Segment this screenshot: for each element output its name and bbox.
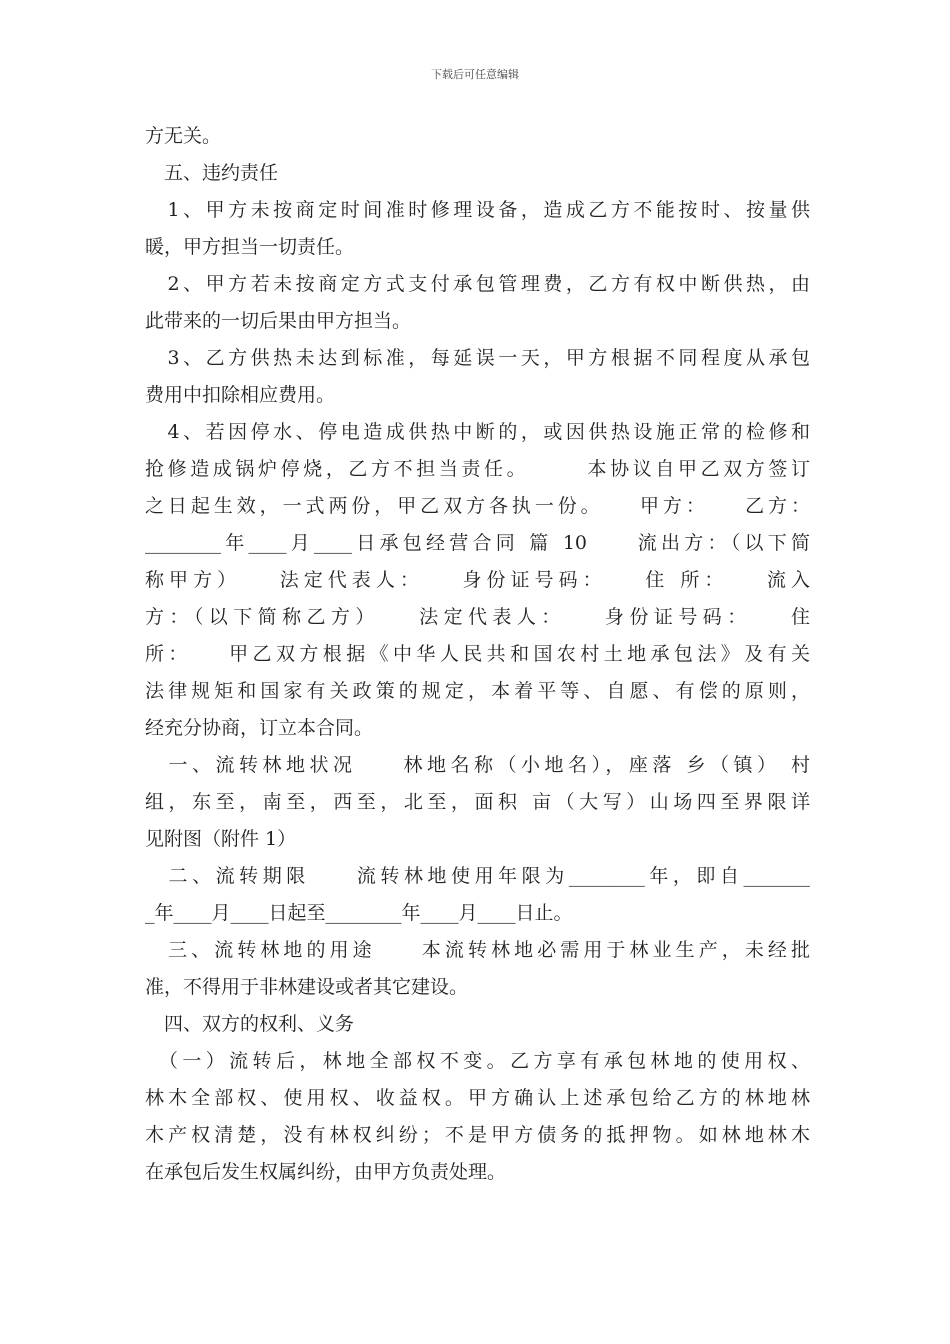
- section-heading: 五、违约责任: [145, 162, 279, 184]
- text-line: 林木全部权、使用权、收益权。甲方确认上述承包给乙方的林地林: [145, 1087, 810, 1109]
- text-line: 一、流转林地状况 林地名称（小地名），座落 乡（镇） 村: [145, 754, 810, 776]
- section-heading: 四、双方的权利、义务: [145, 1013, 355, 1035]
- text-line: 方无关。: [145, 125, 222, 147]
- text-line: 组，东至，南至，西至，北至，面积 亩（大写）山场四至界限详: [145, 791, 810, 813]
- text-line: 三、流转林地的用途 本流转林地必需用于林业生产，未经批: [145, 939, 810, 961]
- text-line: 4、若因停水、停电造成供热中断的，或因供热设施正常的检修和: [145, 421, 810, 443]
- text-line: 方：（以下简称乙方） 法定代表人： 身份证号码： 住: [145, 606, 810, 628]
- text-line: 法律规矩和国家有关政策的规定，本着平等、自愿、有偿的原则，: [145, 680, 810, 702]
- text-line: （一）流转后，林地全部权不变。乙方享有承包林地的使用权、: [145, 1050, 810, 1072]
- text-line: 2、甲方若未按商定方式支付承包管理费，乙方有权中断供热，由: [145, 273, 810, 295]
- text-line: 1、甲方未按商定时间准时修理设备，造成乙方不能按时、按量供: [145, 199, 810, 221]
- text-line: 木产权清楚，没有林权纠纷；不是甲方债务的抵押物。如林地林木: [145, 1124, 810, 1146]
- text-line: 之日起生效，一式两份，甲乙双方各执一份。 甲方： 乙方：: [145, 495, 810, 517]
- text-line: 准，不得用于非林建设或者其它建设。: [145, 976, 469, 998]
- text-line: 抢修造成锅炉停烧，乙方不担当责任。 本协议自甲乙双方签订: [145, 458, 810, 480]
- text-line: 所： 甲乙双方根据《中华人民共和国农村土地承包法》及有关: [145, 643, 810, 665]
- text-line: 3、乙方供热未达到标准，每延误一天，甲方根据不同程度从承包: [145, 347, 810, 369]
- text-line: 二、流转期限 流转林地使用年限为________年，即自_______: [145, 865, 810, 887]
- text-line: ________年____月____日承包经营合同 篇 10 流出方：（以下简: [145, 532, 810, 554]
- text-line: 见附图（附件 1）: [145, 828, 297, 850]
- text-line: 称甲方） 法定代表人： 身份证号码： 住 所： 流入: [145, 569, 810, 591]
- text-line: _年____月____日起至________年____月____日止。: [145, 902, 573, 924]
- document-body: [145, 118, 810, 1191]
- text-line: 暖，甲方担当一切责任。: [145, 236, 355, 258]
- page-header: 下载后可任意编辑: [431, 68, 519, 81]
- text-line: 经充分协商，订立本合同。: [145, 717, 374, 739]
- text-line: 在承包后发生权属纠纷，由甲方负责处理。: [145, 1161, 507, 1183]
- text-line: 此带来的一切后果由甲方担当。: [145, 310, 412, 332]
- text-line: 费用中扣除相应费用。: [145, 384, 336, 406]
